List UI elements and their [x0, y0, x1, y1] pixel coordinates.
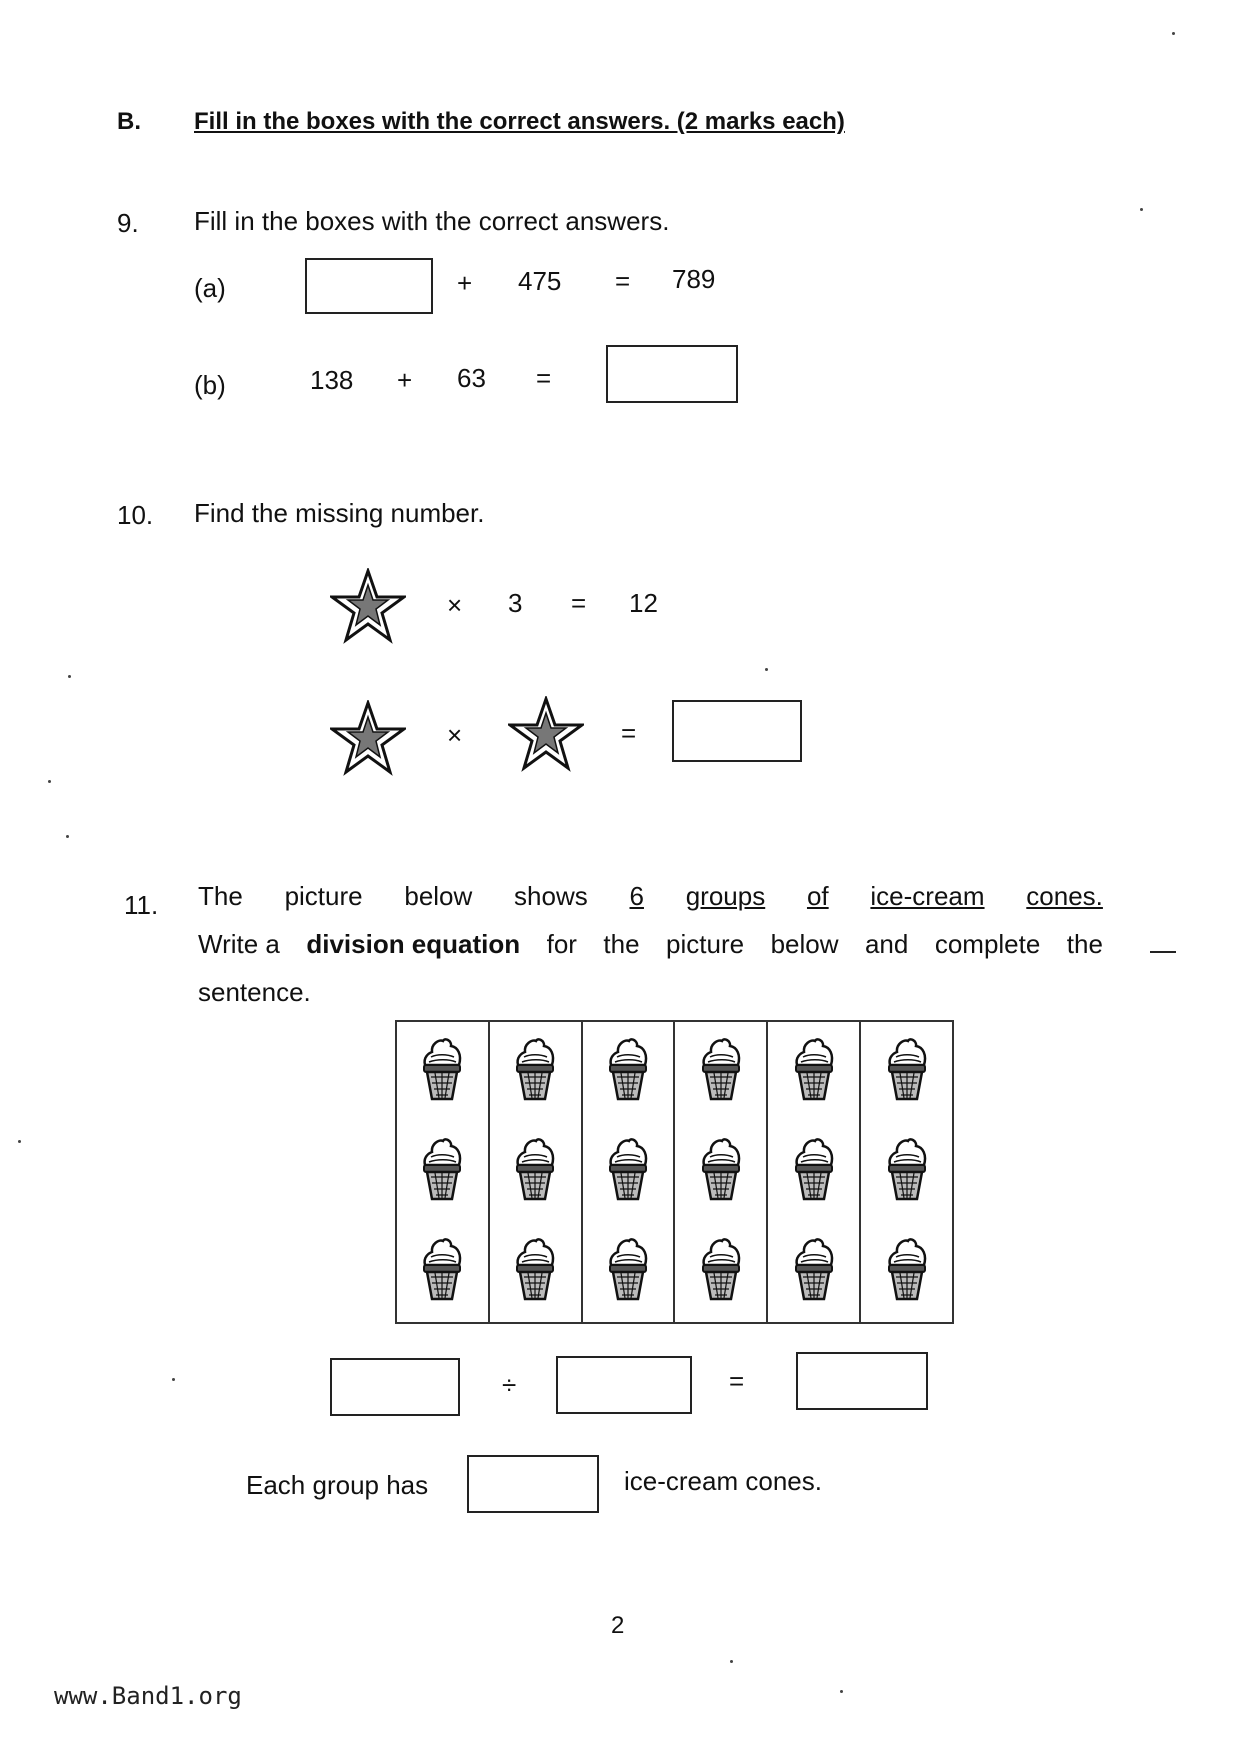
scan-speck [172, 1378, 175, 1381]
ice-cream-cone-icon [791, 1235, 837, 1310]
ice-cream-group [490, 1022, 583, 1322]
ice-cream-cone-icon [512, 1035, 558, 1110]
sentence-start: Each group has [246, 1470, 429, 1500]
quotient-box[interactable] [796, 1352, 928, 1410]
scan-speck [18, 1140, 21, 1143]
each-group-answer-box[interactable] [467, 1455, 599, 1513]
star-icon [330, 700, 406, 776]
q10-row2-times: × [447, 720, 463, 750]
q11-word: picture [284, 881, 363, 911]
ice-cream-cone-icon [605, 1035, 651, 1110]
q11-word: picture [666, 929, 745, 959]
q9b-right-number: 63 [457, 363, 486, 393]
question-11-text [198, 872, 1103, 1016]
q11-word: below [770, 929, 839, 959]
ice-cream-group [675, 1022, 768, 1322]
ice-cream-cone-icon [698, 1135, 744, 1210]
q9a-addend: 475 [518, 266, 562, 296]
q10-row1-times: × [447, 590, 463, 620]
ice-cream-group [397, 1022, 490, 1322]
ice-cream-cone-icon [884, 1135, 930, 1210]
q11-word: for [546, 929, 577, 959]
q10-row1-equals: = [571, 588, 587, 618]
q10-row1-value: 3 [508, 588, 523, 618]
q11-underlined-word: cones. [1026, 881, 1103, 911]
q10-row1-result: 12 [629, 588, 658, 618]
ice-cream-cone-icon [419, 1035, 465, 1110]
q11-word: complete [934, 929, 1041, 959]
q9a-answer-box[interactable] [305, 258, 433, 314]
website-url: www.Band1.org [54, 1682, 242, 1710]
q9b-label: (b) [194, 370, 226, 400]
q11-text: Write a [198, 929, 280, 959]
question-9-number: 9. [117, 208, 139, 238]
q11-word: the [603, 929, 640, 959]
q9b-equals: = [536, 363, 552, 393]
question-10-prompt: Find the missing number. [194, 498, 485, 528]
q9a-equals: = [615, 266, 631, 296]
scan-speck [1140, 208, 1143, 211]
q11-underlined-word: ice-cream [870, 881, 985, 911]
q11-underlined-word: 6 [629, 881, 644, 911]
q11-line-3: sentence. [198, 977, 311, 1007]
ice-cream-cone-icon [791, 1035, 837, 1110]
ice-cream-cone-icon [512, 1235, 558, 1310]
question-10-number: 10. [117, 500, 154, 530]
section-title: Fill in the boxes with the correct answers. (2 marks each) [194, 108, 845, 135]
ice-cream-groups-grid [395, 1020, 954, 1324]
q11-underlined-word: of [806, 881, 829, 911]
q9a-result: 789 [672, 264, 716, 294]
q10-answer-box[interactable] [672, 700, 802, 762]
ice-cream-cone-icon [884, 1235, 930, 1310]
q9b-answer-box[interactable] [606, 345, 738, 403]
q9a-label: (a) [194, 273, 226, 303]
question-11-number: 11. [124, 890, 159, 920]
ice-cream-cone-icon [419, 1135, 465, 1210]
divisor-box[interactable] [556, 1356, 692, 1414]
ice-cream-cone-icon [605, 1135, 651, 1210]
margin-dash [1150, 951, 1176, 953]
q11-word: below [404, 881, 473, 911]
division-equals: = [729, 1366, 745, 1396]
q11-line-1 [198, 872, 1103, 920]
q11-underlined-word: groups [685, 881, 766, 911]
q11-word: shows [514, 881, 588, 911]
q11-word: The [198, 881, 243, 911]
q9b-operator: + [397, 365, 413, 395]
ice-cream-cone-icon [605, 1235, 651, 1310]
star-icon [508, 696, 584, 772]
page-number: 2 [611, 1612, 625, 1639]
ice-cream-cone-icon [884, 1035, 930, 1110]
scan-speck [840, 1690, 843, 1693]
q11-bold-text: division equation [306, 929, 521, 959]
ice-cream-cone-icon [698, 1035, 744, 1110]
ice-cream-cone-icon [419, 1235, 465, 1310]
q9a-operator: + [457, 268, 473, 298]
ice-cream-cone-icon [512, 1135, 558, 1210]
ice-cream-group [768, 1022, 861, 1322]
star-icon [330, 568, 406, 644]
q11-line-2 [198, 920, 1103, 968]
ice-cream-group [583, 1022, 676, 1322]
q11-word: the [1066, 929, 1103, 959]
ice-cream-group [861, 1022, 952, 1322]
section-letter: B. [117, 108, 141, 135]
divide-sign: ÷ [502, 1370, 517, 1400]
ice-cream-cone-icon [698, 1235, 744, 1310]
question-9-prompt: Fill in the boxes with the correct answers. [194, 206, 670, 236]
q10-row2-equals: = [621, 718, 637, 748]
scan-speck [730, 1660, 733, 1663]
scan-speck [66, 835, 69, 838]
scan-speck [48, 780, 51, 783]
dividend-box[interactable] [330, 1358, 460, 1416]
scan-speck [68, 675, 71, 678]
scan-speck [1172, 32, 1175, 35]
q11-word: and [864, 929, 909, 959]
ice-cream-cone-icon [791, 1135, 837, 1210]
sentence-end: ice-cream cones. [624, 1466, 822, 1496]
scan-speck [765, 668, 768, 671]
q9b-left-number: 138 [310, 365, 354, 395]
